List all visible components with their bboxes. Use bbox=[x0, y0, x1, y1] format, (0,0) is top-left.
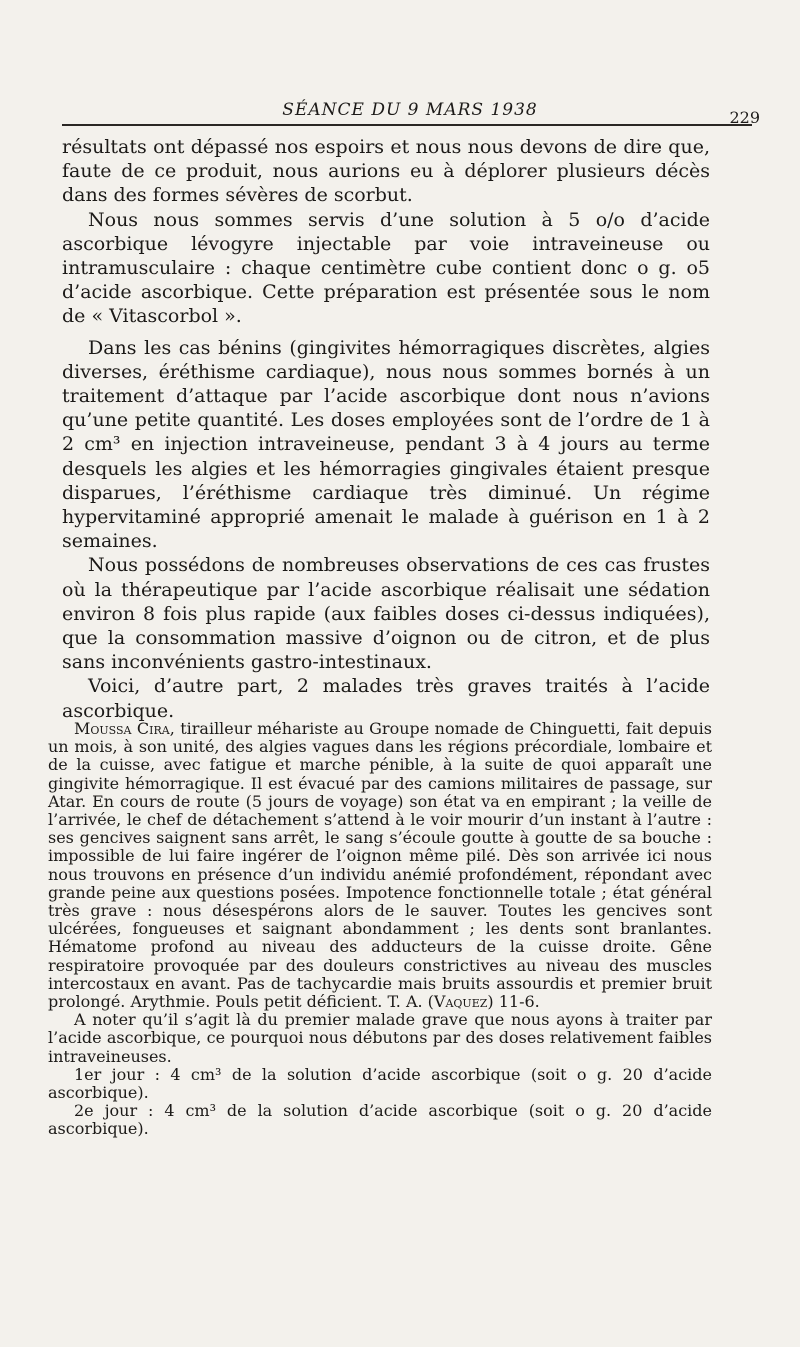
case-description: , tirailleur méhariste au Groupe nomade de Chinguetti, fait depuis un mois, à son unité, des algies vagues dans les régions précordiale, lombaire et de la cuisse, avec fatigue et marche pénible, à la suite de quoi apparaît une gingivite hémorragique. Il est évacué par des camions militaires de passage, sur Atar. En cours de route (5 jours de voyage) son état va en empirant ; la veille de l’arrivée, le chef de détachement s’attend à le voir mourir d’un instant à l’autre : ses gencives saignent sans arrêt, le sang s’écoule goutte à goutte de sa bouche : impossible de lui faire ingérer de l’oignon même pilé. Dès son arrivée ici nous nous trouvons en présence d’un individu anémié profondément, répondant avec grande peine aux questions posées. Impotence fonctionnelle totale ; état général très grave : nous désespérons alors de le sauver. Toutes les gencives sont ulcérées, fongueuses et saignant abondamment ; les dents sont branlantes. Hématome profond au niveau des adducteurs de la cuisse droite. Gêne respiratoire provoquée par des douleurs constrictives au niveau des muscles intercostaux en avant. Pas de tachycardie mais bruits assourdis et premier bruit prolongé. Arythmie. Pouls petit déficient. T. A. ( bbox=[48, 719, 712, 1012]
treatment-day-1: 1er jour : 4 cm³ de la solution d’acide ascorbique (soit o g. 20 d’acide ascorbique). bbox=[48, 1064, 712, 1103]
paragraph: Dans les cas bénins (gingivites hémorragiques discrètes, algies diverses, éréthisme cardiaque), nous nous sommes bornés à un traitement d’attaque par l’acide ascorbique dont nous n’avions qu’une petite quantité. Les doses employées sont de l’ordre de 1 à 2 cm³ en injection intraveineuse, pendant 3 à 4 jours au terme desquels les algies et les hémorragies gingivales étaient presque disparues, l’éréthisme cardiaque très diminué. Un régime hypervitaminé approprié amenait le malade à guérison en 1 à 2 semaines. bbox=[62, 336, 710, 553]
paragraph: Voici, d’autre part, 2 malades très graves traités à l’acide ascorbique. bbox=[62, 675, 710, 722]
running-head: SÉANCE DU 9 MARS 1938 bbox=[282, 100, 538, 120]
paragraph: résultats ont dépassé nos espoirs et nous nous devons de dire que, faute de ce produit, nous aurions eu à déplorer plusieurs décès dans des formes sévères de scorbut. bbox=[62, 136, 710, 207]
treatment-day-2: 2e jour : 4 cm³ de la solution d’acide ascorbique (soit o g. 20 d’acide ascorbique). bbox=[48, 1101, 712, 1139]
patient-name: Moussa Cira bbox=[74, 719, 170, 738]
case-paragraph bbox=[48, 720, 712, 1011]
header-rule bbox=[62, 124, 752, 126]
case-description-end: ) 11-6. bbox=[487, 992, 540, 1012]
paragraph: Nous nous sommes servis d’une solution à 5 o/o d’acide ascorbique lévogyre injectable par voie intraveineuse ou intramusculaire : chaque centimètre cube contient donc o g. o5 d’acide ascorbique. Cette préparation est présentée sous le nom de « Vitascorbol ». bbox=[62, 208, 710, 328]
case-paragraph: A noter qu’il s’agit là du premier malade grave que nous ayons à traiter par l’acide ascorbique, ce pourquoi nous débutons par des doses relativement faibles intraveineuses. bbox=[48, 1010, 712, 1066]
main-text bbox=[62, 135, 710, 723]
paragraph: Nous possédons de nombreuses observations de ces cas frustes où la thérapeutique par l’acide ascorbique réalisait une sédation environ 8 fois plus rapide (aux faibles doses ci-dessus indiquées), que la consommation massive d’oignon ou de citron, et de plus sans inconvénients gastro-intestinaux. bbox=[62, 554, 710, 674]
page-number: 229 bbox=[729, 108, 760, 127]
case-report bbox=[48, 720, 712, 1139]
author-name: Vaquez bbox=[433, 992, 488, 1012]
